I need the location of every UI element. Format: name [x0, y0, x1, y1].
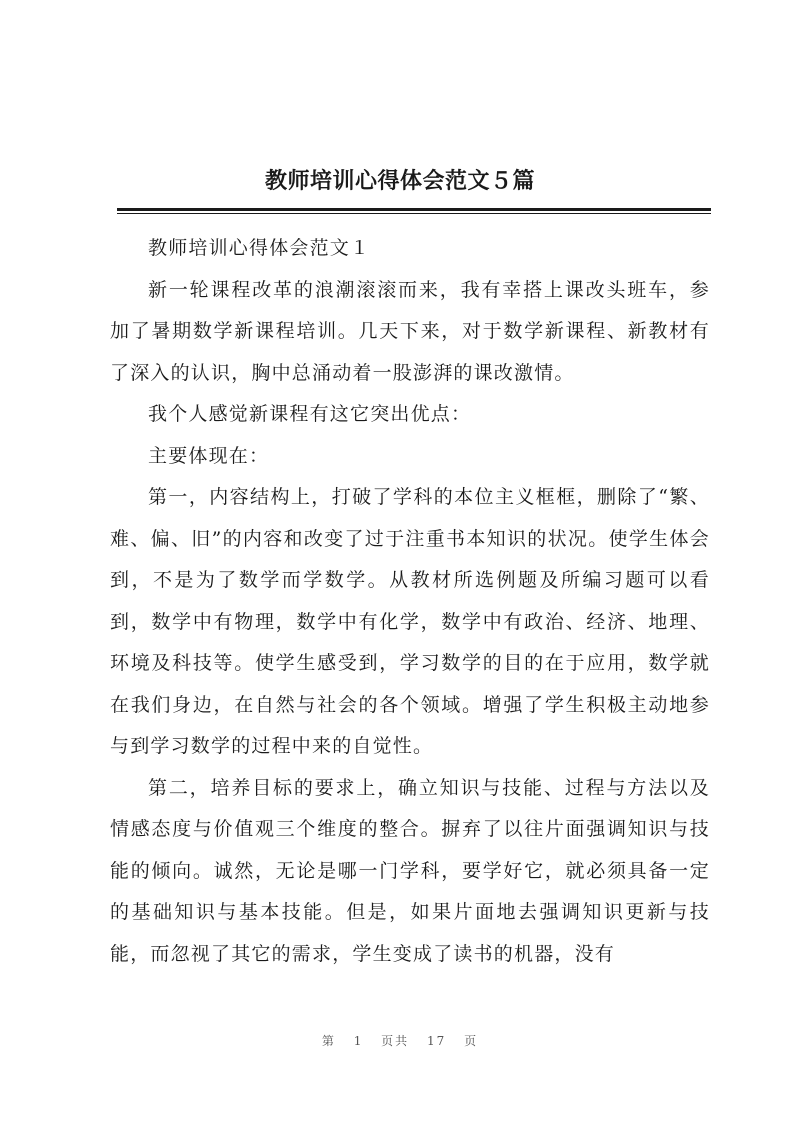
page-prefix: 第 — [321, 1034, 336, 1048]
paragraph: 第一，内容结构上，打破了学科的本位主义框框，删除了“繁、难、偏、旧”的内容和改变了过于注重书本知识的状况。使学生体会到，不是为了数学而学数学。从教材所选例题及所编习题可以看到，数学中有物理，数学中有化学，数学中有政治、经济、地理、环境及科技等。使学生感受到，学习数学的目的在于应用，数学就在我们身边，在自然与社会的各个领域。增强了学生积极主动地参与到学习数学的过程中来的自觉性。 — [110, 486, 710, 757]
page-total: 17 — [427, 1034, 447, 1048]
paragraph: 我个人感觉新课程有这它突出优点： — [148, 403, 472, 425]
section-heading: 教师培训心得体会范文１ — [148, 237, 371, 259]
page-footer — [0, 1032, 800, 1049]
document-body — [110, 228, 710, 975]
page-suffix: 页 — [464, 1034, 479, 1048]
title-divider-thin — [117, 213, 711, 214]
paragraph: 主要体现在： — [148, 444, 270, 467]
page-number: 1 — [353, 1034, 364, 1048]
paragraph: 第二，培养目标的要求上，确立知识与技能、过程与方法以及情感态度与价值观三个维度的整合。摒弃了以往片面强调知识与技能的倾向。诚然，无论是哪一门学科，要学好它，就必须具备一定的基础知识与基本技能。但是，如果片面地去强调知识更新与技能，而忽视了其它的需求，学生变成了读书的机器，没有 — [110, 776, 710, 965]
title-divider-thick — [117, 208, 711, 211]
page-middle: 页共 — [381, 1034, 410, 1048]
paragraph: 新一轮课程改革的浪潮滚滚而来，我有幸搭上课改头班车，参加了暑期数学新课程培训。几天下来，对于数学新课程、新教材有了深入的认识，胸中总涌动着一股澎湃的课改激情。 — [110, 278, 710, 384]
document-title: 教师培训心得体会范文５篇 — [264, 169, 535, 194]
